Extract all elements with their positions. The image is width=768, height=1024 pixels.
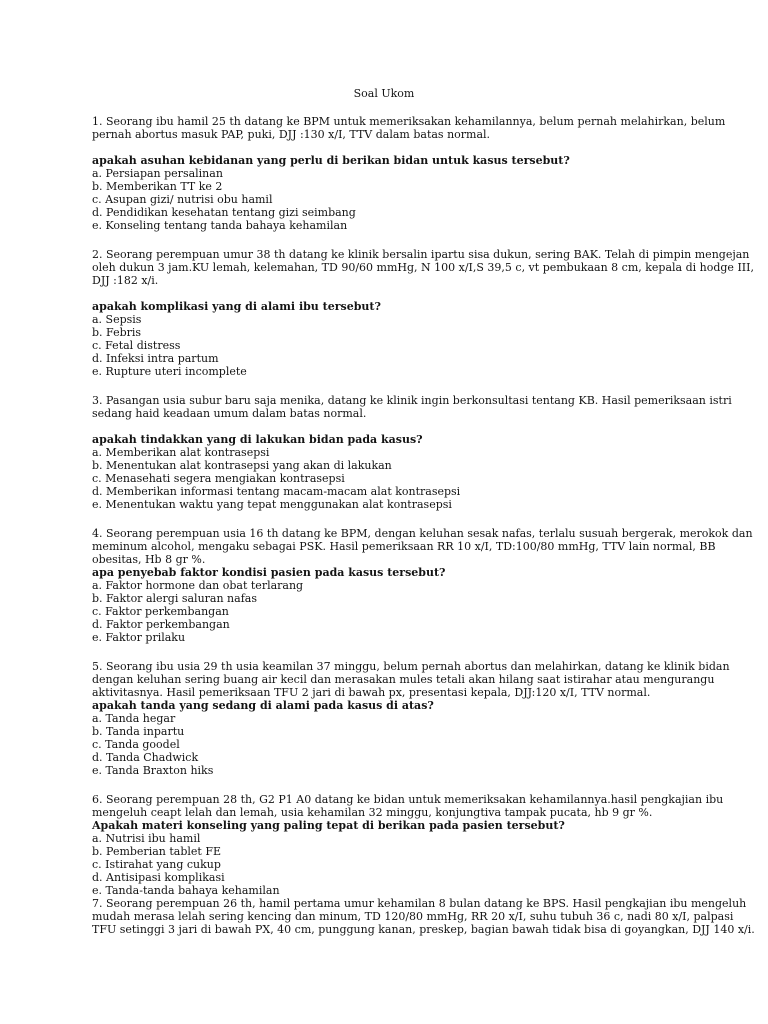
answer-option: e. Menentukan waktu yang tepat menggunakan alat kontrasepsi [92, 498, 452, 511]
question-3 [92, 394, 732, 511]
question-stem [92, 897, 755, 936]
stem-line: aktivitasnya. Hasil pemeriksaan TFU 2 jari di bawah px, presentasi kepala, DJJ:120 x/I, TTV normal. [92, 686, 651, 699]
answer-option: e. Faktor prilaku [92, 631, 186, 644]
answer-option: d. Memberikan informasi tentang macam-macam alat kontrasepsi [92, 485, 461, 498]
question-4 [92, 527, 753, 644]
stem-line: dengan keluhan sering buang air kecil dan merasakan mules tetali akan hilang saat istirahar atau mengurangu [92, 673, 715, 686]
answer-option: c. Fetal distress [92, 339, 181, 352]
answer-option: a. Memberikan alat kontrasepsi [92, 446, 270, 459]
stem-line: obesitas, Hb 8 gr %. [92, 553, 206, 566]
stem-line: pernah abortus masuk PAP, puki, DJJ :130 x/I, TTV dalam batas normal. [92, 128, 491, 141]
page-title: Soal Ukom [353, 87, 415, 100]
question-stem [92, 248, 754, 287]
answer-option: c. Asupan gizi/ nutrisi obu hamil [92, 193, 273, 206]
question-5 [92, 660, 730, 777]
question-1 [92, 115, 726, 232]
question-list [92, 115, 755, 936]
stem-line: 7. Seorang perempuan 26 th, hamil pertama umur kehamilan 8 bulan datang ke BPS. Hasil pengkajian ibu mengeluh [92, 897, 747, 910]
question-stem [92, 115, 726, 141]
answer-option: d. Antisipasi komplikasi [92, 871, 225, 884]
question-prompt: apakah komplikasi yang di alami ibu tersebut? [92, 300, 381, 313]
answer-option: a. Nutrisi ibu hamil [92, 832, 201, 845]
answer-option: b. Faktor alergi saluran nafas [92, 592, 257, 605]
answer-option: a. Faktor hormone dan obat terlarang [92, 579, 304, 592]
answer-option: d. Faktor perkembangan [92, 618, 230, 631]
question-prompt: Apakah materi konseling yang paling tepat di berikan pada pasien tersebut? [92, 819, 565, 832]
answer-option: d. Infeksi intra partum [92, 352, 219, 365]
answer-option: b. Menentukan alat kontrasepsi yang akan di lakukan [92, 459, 392, 472]
answer-option: e. Tanda-tanda bahaya kehamilan [92, 884, 280, 897]
stem-line: sedang haid keadaan umum dalam batas normal. [92, 407, 367, 420]
question-stem [92, 527, 753, 566]
stem-line: meminum alcohol, mengaku sebagai PSK. Hasil pemeriksaan RR 10 x/I, TD:100/80 mmHg, TTV lain normal, BB [92, 540, 716, 553]
answer-option: c. Tanda goodel [92, 738, 180, 751]
question-prompt: apakah tanda yang sedang di alami pada kasus di atas? [92, 699, 434, 712]
answer-option: a. Tanda hegar [92, 712, 176, 725]
stem-line: DJJ :182 x/i. [92, 274, 159, 287]
stem-line: 4. Seorang perempuan usia 16 th datang ke BPM, dengan keluhan sesak nafas, terlalu susuah bergerak, merokok dan [92, 527, 753, 540]
answer-option: c. Faktor perkembangan [92, 605, 229, 618]
answer-option: b. Pemberian tablet FE [92, 845, 221, 858]
stem-line: 1. Seorang ibu hamil 25 th datang ke BPM untuk memeriksakan kehamilannya, belum pernah melahirkan, belum [92, 115, 726, 128]
question-2 [92, 248, 754, 378]
answer-option: d. Pendidikan kesehatan tentang gizi seimbang [92, 206, 356, 219]
answer-option: c. Menasehati segera mengiakan kontrasepsi [92, 472, 345, 485]
answer-option: b. Febris [92, 326, 142, 339]
question-stem [92, 793, 724, 819]
stem-line: 6. Seorang perempuan 28 th, G2 P1 A0 datang ke bidan untuk memeriksakan kehamilannya.hasil pengkajian ibu [92, 793, 724, 806]
stem-line: mudah merasa lelah sering kencing dan minum, TD 120/80 mmHg, RR 20 x/I, suhu tubuh 36 c, nadi 80 x/I, palpasi [92, 910, 734, 923]
stem-line: 3. Pasangan usia subur baru saja menika, datang ke klinik ingin berkonsultasi tentang KB. Hasil pemeriksaan istri [92, 394, 732, 407]
stem-line: TFU setinggi 3 jari di bawah PX, 40 cm, punggung kanan, preskep, bagian bawah tidak bisa di goyangkan, DJJ 140 x/i. [92, 923, 755, 936]
question-prompt: apakah tindakkan yang di lakukan bidan pada kasus? [92, 433, 423, 446]
question-prompt: apakah asuhan kebidanan yang perlu di berikan bidan untuk kasus tersebut? [92, 154, 570, 167]
answer-option: c. Istirahat yang cukup [92, 858, 221, 871]
question-stem [92, 394, 732, 420]
answer-option: b. Memberikan TT ke 2 [92, 180, 223, 193]
question-6 [92, 793, 724, 897]
stem-line: 5. Seorang ibu usia 29 th usia keamilan 37 minggu, belum pernah abortus dan melahirkan, datang ke klinik bidan [92, 660, 730, 673]
stem-line: oleh dukun 3 jam.KU lemah, kelemahan, TD 90/60 mmHg, N 100 x/I,S 39,5 c, vt pembukaan 8 cm, kepala di hodge III, [92, 261, 754, 274]
answer-option: e. Tanda Braxton hiks [92, 764, 214, 777]
question-7 [92, 897, 755, 936]
question-prompt: apa penyebab faktor kondisi pasien pada kasus tersebut? [92, 566, 446, 579]
stem-line: mengeluh ceapt lelah dan lemah, usia kehamilan 32 minggu, konjungtiva tampak pucata, hb 9 gr %. [92, 806, 653, 819]
stem-line: 2. Seorang perempuan umur 38 th datang ke klinik bersalin ipartu sisa dukun, sering BAK. Telah di pimpin mengejan [92, 248, 750, 261]
answer-option: d. Tanda Chadwick [92, 751, 199, 764]
answer-option: e. Konseling tentang tanda bahaya kehamilan [92, 219, 348, 232]
answer-option: a. Sepsis [92, 313, 142, 326]
answer-option: b. Tanda inpartu [92, 725, 185, 738]
answer-option: a. Persiapan persalinan [92, 167, 223, 180]
question-stem [92, 660, 730, 699]
answer-option: e. Rupture uteri incomplete [92, 365, 247, 378]
